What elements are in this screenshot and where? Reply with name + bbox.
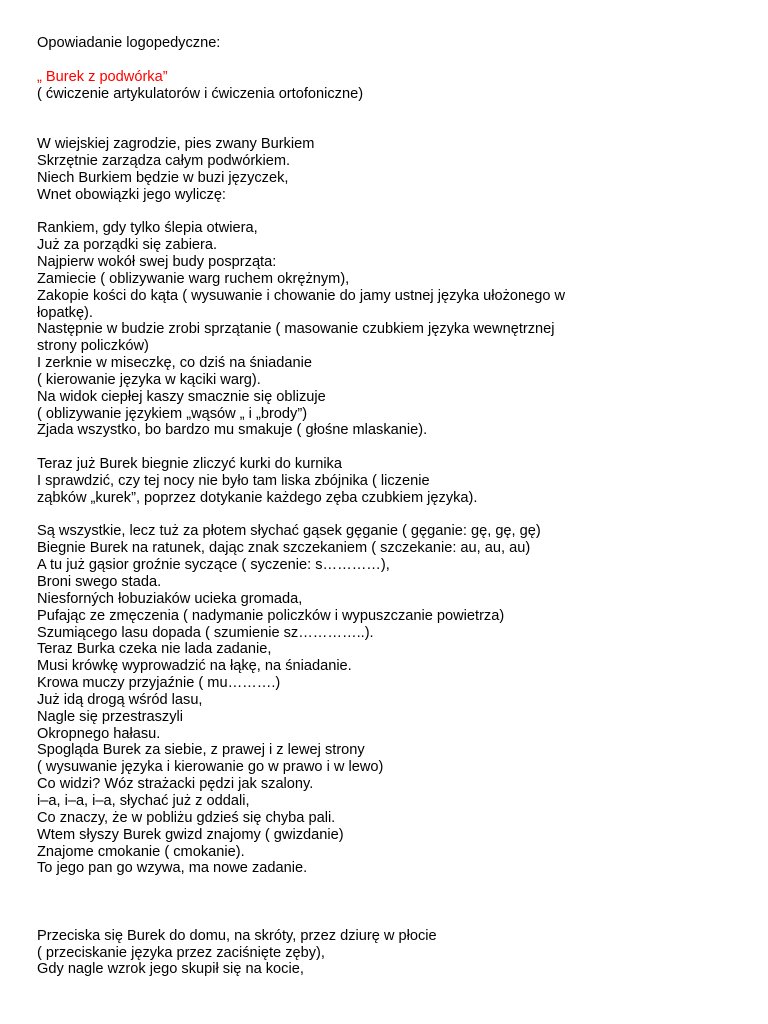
verse-line: Już za porządki się zabiera. [37,237,218,254]
verse-line: Co znaczy, że w pobliżu gdzieś się chyba pali. [37,809,336,826]
verse-line: Są wszystkie, lecz tuż za płotem słychać gąsek gęganie ( gęganie: gę, gę, gę) [37,523,541,540]
verse-line: Niech Burkiem będzie w buzi języczek, [37,169,289,186]
verse-line: Przeciska się Burek do domu, na skróty, przez dziurę w płocie [37,927,437,944]
spacer [37,507,737,524]
verse-line: Teraz Burka czeka nie lada zadanie, [37,641,272,658]
verse-line: I zerknie w miseczkę, co dziś na śniadanie [37,355,312,372]
verse-line: Następnie w budzie zrobi sprzątanie ( masowanie czubkiem języka wewnętrznej strony policzków) [37,321,555,355]
verse-line: Wnet obowiązki jego wyliczę: [37,186,226,203]
verse-line: Spogląda Burek za siebie, z prawej i z lewej strony [37,742,365,759]
verse-line: Nagle się przestraszyli [37,708,183,725]
verse-line: Teraz już Burek biegnie zliczyć kurki do kurnika [37,456,342,473]
spacer [37,877,737,928]
verse-line: I sprawdzić, czy tej nocy nie było tam liska zbójnika ( liczenie [37,472,430,489]
verse-line: ( wysuwanie języka i kierowanie go w prawo i w lewo) [37,759,384,776]
document-heading: Opowiadanie logopedyczne: [37,35,221,51]
verse-line: Znajome cmokanie ( cmokanie). [37,843,245,860]
spacer [37,203,737,220]
verse-line: ( przeciskanie języka przez zaciśnięte zęby), [37,944,325,961]
verse-line: ząbków „kurek”, poprzez dotykanie każdego zęba czubkiem języka). [37,489,478,506]
stanza-5 [37,928,737,979]
verse-line: Rankiem, gdy tylko ślepia otwiera, [37,220,258,237]
verse-line: ( kierowanie języka w kąciki warg). [37,371,261,388]
verse-line: Broni swego stada. [37,574,162,590]
verse-line: Pufając ze zmęczenia ( nadymanie policzków i wypuszczanie powietrza) [37,607,505,624]
verse-line: Zjada wszystko, bo bardzo mu smakuje ( głośne mlaskanie). [37,422,428,439]
story-subtitle: ( ćwiczenie artykulatorów i ćwiczenia ortofoniczne) [37,85,364,102]
verse-line: Szumiącego lasu dopada ( szumienie sz…………..). [37,624,374,641]
verse-line: Gdy nagle wzrok jego skupił się na kocie, [37,961,304,978]
verse-line: Biegnie Burek na ratunek, dając znak szczekaniem ( szczekanie: au, au, au) [37,540,531,557]
verse-line: Krowa muczy przyjaźnie ( mu……….) [37,675,281,692]
stanza-2 [37,220,737,439]
verse-line: Wtem słyszy Burek gwizd znajomy ( gwizdanie) [37,826,344,843]
verse-line: Okropnego hałasu. [37,725,161,742]
spacer [37,102,737,136]
verse-line: A tu już gąsior groźnie syczące ( syczenie: s…………), [37,557,390,574]
stanza-3 [37,456,737,507]
verse-line: Na widok ciepłej kaszy smacznie się oblizuje [37,388,326,405]
spacer [37,439,737,456]
verse-line: i–a, i–a, i–a, słychać już z oddali, [37,792,250,809]
verse-line: W wiejskiej zagrodzie, pies zwany Burkiem [37,136,315,153]
verse-line: Zamiecie ( oblizywanie warg ruchem okrężnym), [37,270,350,287]
verse-line: Musi krówkę wyprowadzić na łąkę, na śniadanie. [37,658,352,675]
verse-line: Najpierw wokół swej budy posprząta: [37,253,277,270]
verse-line: Niesforných łobuziaków ucieka gromada, [37,590,303,607]
story-title: „ Burek z podwórka” [37,68,168,85]
verse-line: To jego pan go wzywa, ma nowe zadanie. [37,860,308,877]
verse-line: Zakopie kości do kąta ( wysuwanie i chowanie do jamy ustnej języka ułożonego w łopatkę). [37,287,566,321]
spacer [37,52,737,69]
verse-line: Skrzętnie zarządza całym podwórkiem. [37,152,291,169]
verse-line: Co widzi? Wóz strażacki pędzi jak szalony. [37,776,314,793]
stanza-1 [37,136,737,203]
stanza-4 [37,523,737,877]
verse-line: ( oblizywanie językiem „wąsów „ i „brody”) [37,405,308,422]
document-page [37,35,737,978]
verse-line: Już idą drogą wśród lasu, [37,691,203,708]
